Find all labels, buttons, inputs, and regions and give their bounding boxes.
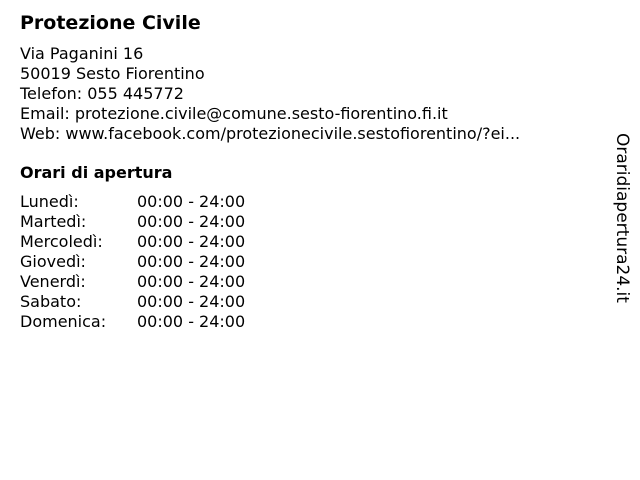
opening-hours-heading: Orari di apertura [20, 163, 173, 182]
time-range: 00:00 - 24:00 [137, 232, 246, 251]
day-label: Mercoledì: [20, 232, 103, 251]
day-label: Sabato: [20, 292, 82, 311]
address-city: 50019 Sesto Fiorentino [20, 64, 205, 83]
time-range: 00:00 - 24:00 [137, 272, 246, 291]
hours-row-wednesday [20, 232, 245, 252]
day-label: Giovedì: [20, 252, 86, 271]
email-line: Email: protezione.civile@comune.sesto-fiorentino.fi.it [20, 104, 448, 123]
time-range: 00:00 - 24:00 [137, 252, 246, 271]
time-range: 00:00 - 24:00 [137, 192, 246, 211]
day-label: Domenica: [20, 312, 107, 331]
time-range: 00:00 - 24:00 [137, 312, 246, 331]
business-card [20, 11, 590, 332]
hours-row-friday [20, 272, 245, 292]
time-range: 00:00 - 24:00 [137, 292, 246, 311]
phone-line: Telefon: 055 445772 [20, 84, 184, 103]
hours-row-saturday [20, 292, 245, 312]
day-label: Lunedì: [20, 192, 79, 211]
day-label: Venerdì: [20, 272, 86, 291]
opening-hours-table [20, 192, 245, 332]
day-label: Martedì: [20, 212, 87, 231]
hours-row-thursday [20, 252, 245, 272]
hours-row-tuesday [20, 212, 245, 232]
web-line: Web: www.facebook.com/protezionecivile.sestofiorentino/?ei... [20, 124, 521, 143]
time-range: 00:00 - 24:00 [137, 212, 246, 231]
site-watermark: Oraridiapertura24.it [612, 133, 632, 303]
hours-row-monday [20, 192, 245, 212]
hours-row-sunday [20, 312, 245, 332]
address-street: Via Paganini 16 [20, 44, 144, 63]
business-name: Protezione Civile [20, 12, 201, 34]
